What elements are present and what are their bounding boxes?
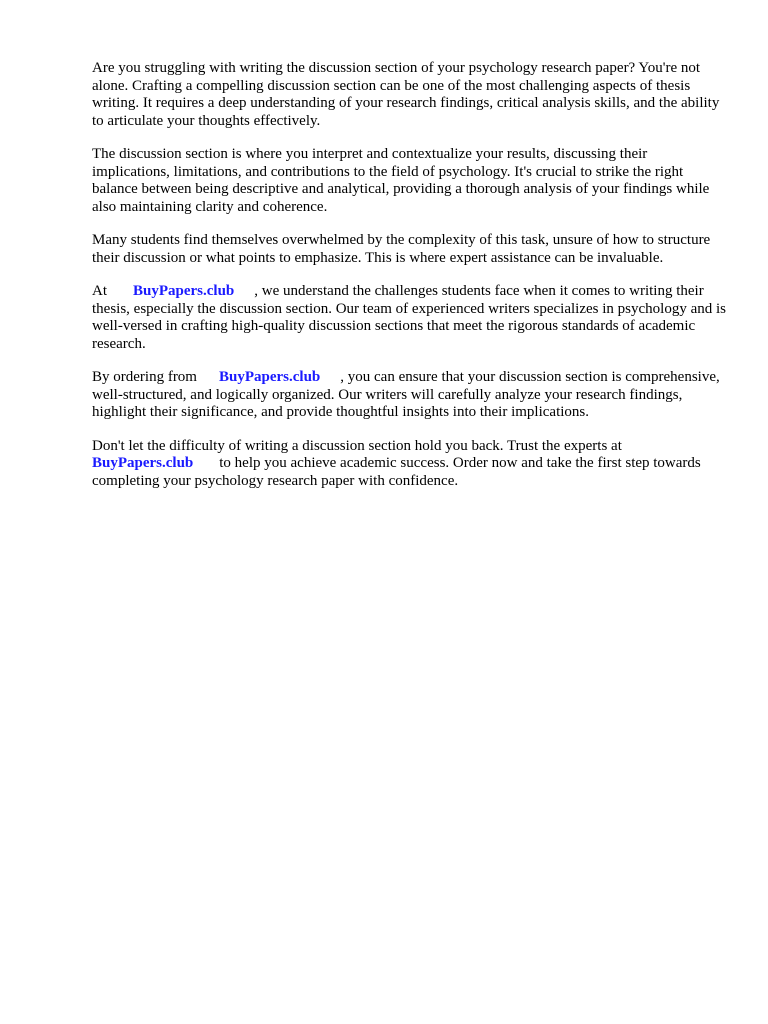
- brand-link[interactable]: BuyPapers.club: [92, 455, 194, 471]
- paragraph-text: , you can ensure that your discussion section is comprehensive, well-structured, and logically organized. Our writers will carefully analyze your research findings, highlight their significance, and provide thoughtful insights into their implications.: [92, 369, 720, 420]
- paragraph-text: Don't let the difficulty of writing a discussion section hold you back. Trust the experts at: [92, 437, 622, 454]
- paragraph-text: By ordering from: [92, 369, 197, 385]
- paragraph-discussion-purpose: The discussion section is where you interpret and contextualize your results, discussing their implications, limitations, and contributions to the field of psychology. It's crucial to strike the right balance between being descriptive and analytical, providing a thorough analysis of your findings while also maintaining clarity and coherence.: [92, 146, 710, 215]
- paragraph-at-brand: [92, 283, 726, 353]
- paragraph-ordering: [92, 369, 726, 422]
- paragraph-text: At: [92, 283, 107, 299]
- paragraph-text: to help you achieve academic success. Order now and take the first step towards completing your psychology research paper with confidence.: [92, 455, 701, 489]
- paragraph-text: , we understand the challenges students face when it comes to writing their thesis, especially the discussion section. Our team of experienced writers specializes in psychology and is well-versed in crafting high-quality discussion sections that meet the rigorous standards of academic research.: [92, 283, 726, 352]
- paragraph-students-overwhelmed: Many students find themselves overwhelmed by the complexity of this task, unsure of how to structure their discussion or what points to emphasize. This is where expert assistance can be invaluable.: [92, 232, 711, 266]
- paragraph-intro: Are you struggling with writing the discussion section of your psychology research paper? You're not alone. Crafting a compelling discussion section can be one of the most challenging aspects of thesis writing. It requires a deep understanding of your research findings, critical analysis skills, and the ability to articulate your thoughts effectively.: [92, 60, 720, 129]
- paragraph-call-to-action: [92, 438, 726, 491]
- document-body: [92, 60, 726, 506]
- brand-link[interactable]: BuyPapers.club: [133, 283, 235, 299]
- brand-link[interactable]: BuyPapers.club: [218, 369, 321, 385]
